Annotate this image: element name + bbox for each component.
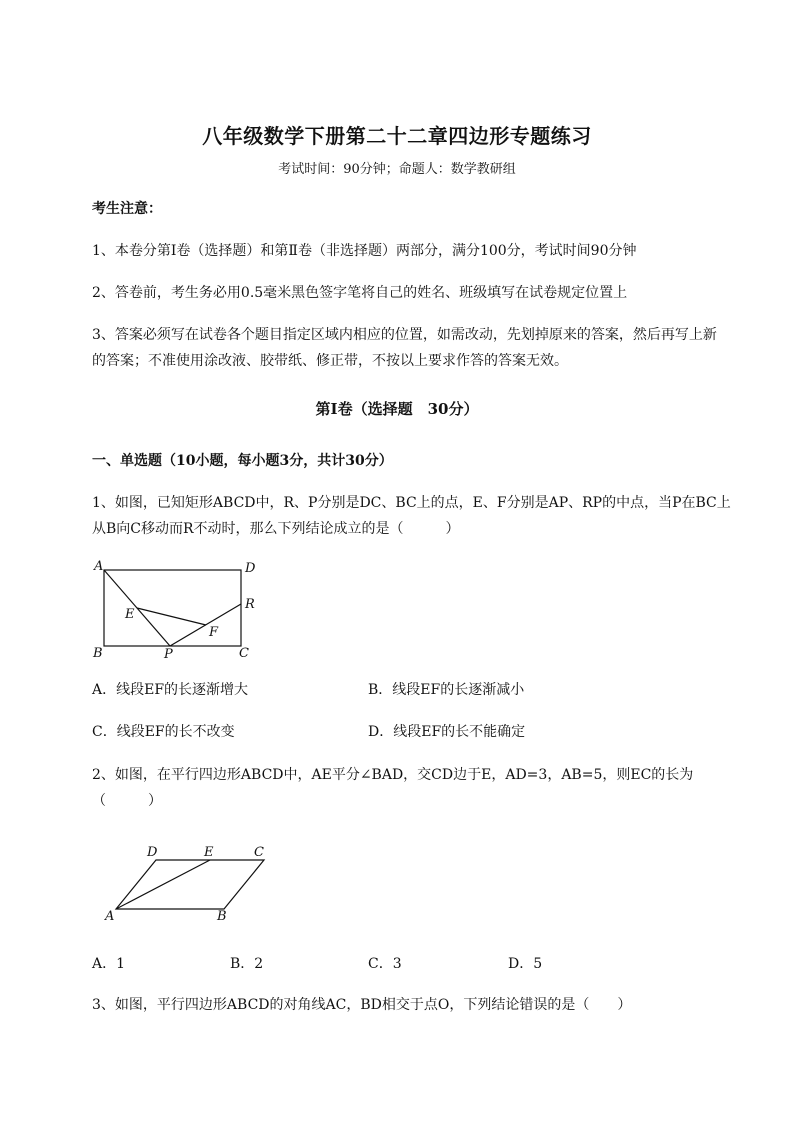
question-3-line-1: 3、如图，平行四边形ABCD的对角线AC，BD相交于点O，下列结论错误的是（ ） (92, 997, 632, 1013)
question-2-figure (96, 840, 286, 926)
label-c: C (239, 646, 249, 661)
parallelogram-abcd (116, 860, 264, 909)
question-2-line-2: （ ） (92, 793, 162, 809)
question-2-option-a[interactable]: A．1 (92, 956, 126, 972)
label-e: E (125, 607, 135, 622)
section-title: 第I卷（选择题 30分） (315, 400, 479, 418)
notice-item-3-line-2: 的答案；不准使用涂改液、胶带纸、修正带，不按以上要求作答的答案无效。 (92, 353, 568, 369)
question-2-line-1: 2、如图，在平行四边形ABCD中，AE平分∠BAD，交CD边于E，AD=3，AB=5，则EC的长为 (92, 767, 694, 783)
question-1-option-a[interactable]: A．线段EF的长逐渐增大 (92, 682, 249, 698)
label-d: D (245, 561, 256, 576)
label-d: D (147, 845, 158, 860)
label-b: B (93, 646, 103, 661)
part-heading: 一、单选题（10小题，每小题3分，共计30分） (92, 453, 393, 469)
page-title: 八年级数学下册第二十二章四边形专题练习 (202, 124, 592, 148)
notice-item-3-line-1: 3、答案必须写在试卷各个题目指定区域内相应的位置，如需改动，先划掉原来的答案，然后再写上新 (92, 327, 717, 343)
notice-heading: 考生注意： (92, 201, 162, 217)
question-1-option-d[interactable]: D．线段EF的长不能确定 (368, 724, 526, 740)
label-a: A (105, 909, 115, 924)
segment-ae (116, 860, 210, 909)
question-1-figure (88, 556, 268, 664)
question-2-option-d[interactable]: D．5 (508, 956, 543, 972)
label-b: B (217, 909, 227, 924)
label-p: P (164, 647, 173, 662)
segment-ef (137, 608, 206, 625)
label-a: A (94, 559, 104, 574)
question-2-option-b[interactable]: B．2 (230, 956, 264, 972)
notice-item-1: 1、本卷分第I卷（选择题）和第Ⅱ卷（非选择题）两部分，满分100分，考试时间90分钟 (92, 243, 637, 259)
label-r: R (245, 597, 255, 612)
question-1-option-b[interactable]: B．线段EF的长逐渐减小 (368, 682, 525, 698)
label-e: E (204, 845, 214, 860)
notice-item-2: 2、答卷前，考生务必用0.5毫米黑色签字笔将自己的姓名、班级填写在试卷规定位置上 (92, 285, 628, 301)
question-1-line-2: 从B向C移动而R不动时，那么下列结论成立的是（ ） (92, 521, 460, 537)
exam-subtitle: 考试时间：90分钟；命题人：数学教研组 (278, 162, 516, 177)
label-c: C (254, 845, 264, 860)
question-1-line-1: 1、如图，已知矩形ABCD中，R、P分别是DC、BC上的点，E、F分别是AP、RP的中点，当P在BC上 (92, 495, 731, 511)
question-2-option-c[interactable]: C．3 (368, 956, 402, 972)
question-1-option-c[interactable]: C．线段EF的长不改变 (92, 724, 235, 740)
label-f: F (209, 625, 219, 640)
